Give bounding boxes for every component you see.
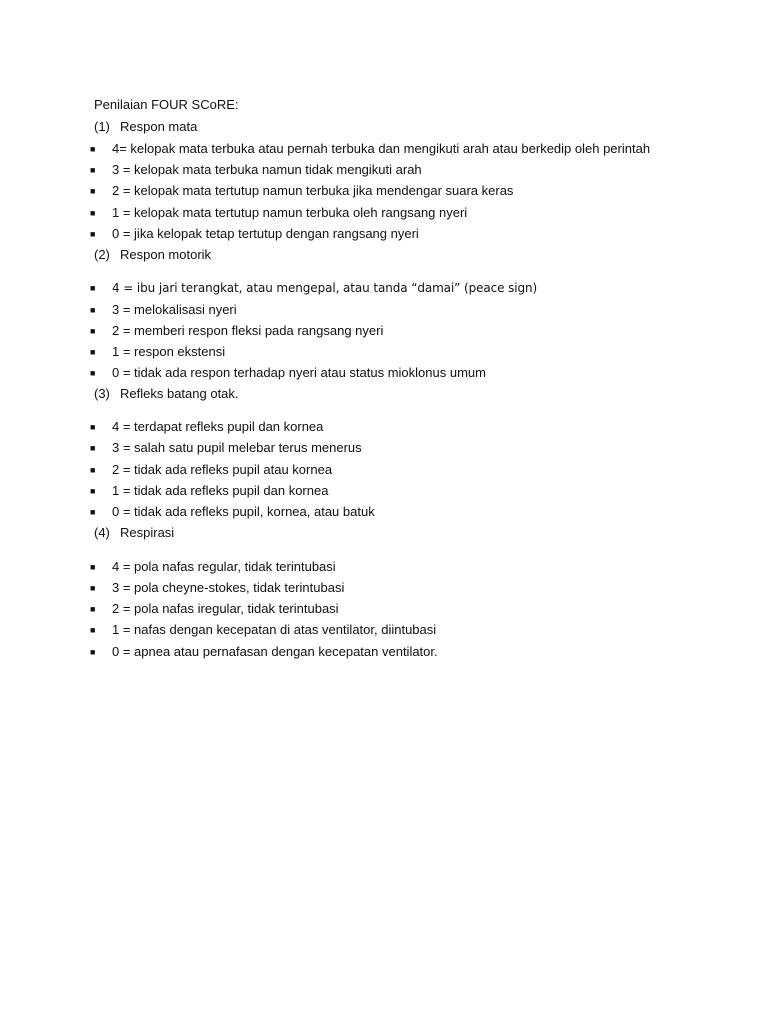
section-heading-respirasi (94, 525, 174, 541)
bullet-icon: ■ (90, 368, 96, 378)
list-item: ■ 1 = respon ekstensi (90, 344, 226, 359)
list-item: ■ 0 = tidak ada respon terhadap nyeri atau status mioklonus umum (90, 365, 486, 380)
list-item: ■ 4= kelopak mata terbuka atau pernah terbuka dan mengikuti arah atau berkedip oleh perintah (90, 141, 651, 156)
bullet-icon: ■ (90, 465, 96, 475)
bullet-icon: ■ (90, 347, 96, 357)
section-heading-respon-mata (94, 119, 197, 135)
section-number: (4) (94, 525, 110, 540)
bullet-icon: ■ (90, 486, 96, 496)
list-item: ■ 4 = ibu jari terangkat, atau mengepal, atau tanda “damai” (peace sign) (90, 281, 538, 295)
bullet-icon: ■ (90, 283, 96, 293)
list-item: ■ 1 = nafas dengan kecepatan di atas ventilator, diintubasi (90, 622, 437, 637)
section-number: (2) (94, 247, 110, 262)
list-item: ■ 1 = kelopak mata tertutup namun terbuka oleh rangsang nyeri (90, 205, 468, 220)
list-item: ■ 0 = tidak ada refleks pupil, kornea, atau batuk (90, 504, 375, 519)
section-title: Respon mata (120, 119, 198, 134)
bullet-icon: ■ (90, 604, 96, 614)
bullet-icon: ■ (90, 186, 96, 196)
bullet-icon: ■ (90, 305, 96, 315)
bullet-icon: ■ (90, 165, 96, 175)
list-item: ■ 1 = tidak ada refleks pupil dan kornea (90, 483, 329, 498)
list-item: ■ 0 = apnea atau pernafasan dengan kecepatan ventilator. (90, 644, 438, 659)
list-item: ■ 2 = memberi respon fleksi pada rangsang nyeri (90, 323, 384, 338)
list-item: ■ 3 = melokalisasi nyeri (90, 302, 237, 317)
list-item: ■ 3 = pola cheyne-stokes, tidak terintubasi (90, 580, 345, 595)
document-title: Penilaian FOUR SCoRE: (94, 97, 239, 112)
bullet-icon: ■ (90, 208, 96, 218)
bullet-icon: ■ (90, 443, 96, 453)
bullet-icon: ■ (90, 625, 96, 635)
section-title: Refleks batang otak. (120, 386, 239, 401)
bullet-icon: ■ (90, 507, 96, 517)
bullet-icon: ■ (90, 144, 96, 154)
list-item: ■ 3 = kelopak mata terbuka namun tidak mengikuti arah (90, 162, 422, 177)
bullet-icon: ■ (90, 229, 96, 239)
list-item: ■ 4 = terdapat refleks pupil dan kornea (90, 419, 324, 434)
bullet-icon: ■ (90, 562, 96, 572)
list-item: ■ 3 = salah satu pupil melebar terus menerus (90, 440, 362, 455)
list-item: ■ 2 = pola nafas iregular, tidak terintubasi (90, 601, 339, 616)
bullet-icon: ■ (90, 422, 96, 432)
section-number: (3) (94, 386, 110, 401)
list-item: ■ 0 = jika kelopak tetap tertutup dengan rangsang nyeri (90, 226, 419, 241)
section-heading-refleks-batang-otak (94, 386, 239, 402)
section-number: (1) (94, 119, 110, 134)
list-item: ■ 2 = tidak ada refleks pupil atau kornea (90, 462, 333, 477)
section-title: Respirasi (120, 525, 175, 540)
section-title: Respon motorik (120, 247, 212, 262)
bullet-icon: ■ (90, 326, 96, 336)
bullet-icon: ■ (90, 583, 96, 593)
list-item: ■ 4 = pola nafas regular, tidak terintubasi (90, 559, 336, 574)
list-item: ■ 2 = kelopak mata tertutup namun terbuka jika mendengar suara keras (90, 183, 514, 198)
section-heading-respon-motorik (94, 247, 211, 263)
bullet-icon: ■ (90, 647, 96, 657)
